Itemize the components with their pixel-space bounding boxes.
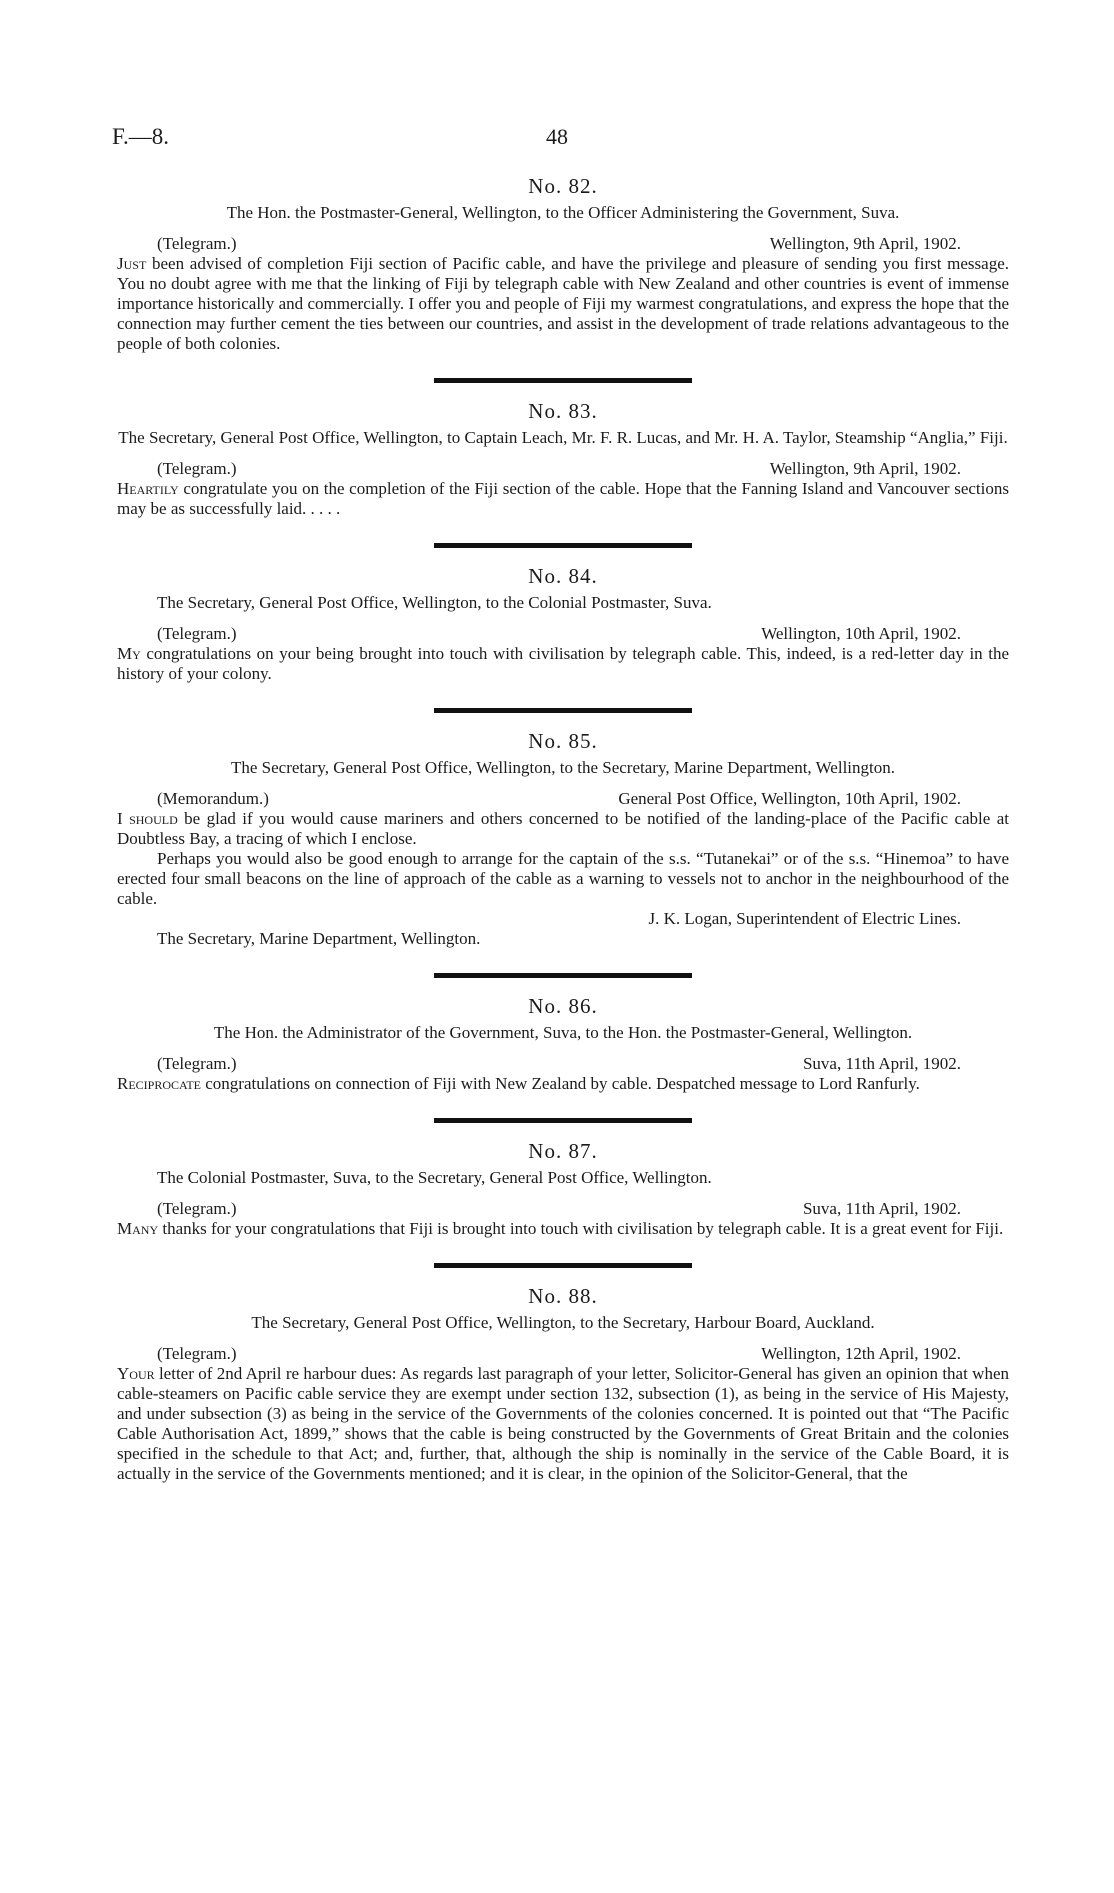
body-text: letter of 2nd April re harbour dues: As regards last paragraph of your letter, Solicitor-General has given an opinion that when cable-steamers on Pacific cable service they are exempt under section 132, subsection (1), as being in the service of His Majesty, and under subsection (3) as being in the service of the Governments of the colonies concerned. It is pointed out that “The Pacific Cable Authorisation Act, 1899,” shows that the cable is being constructed by the Governments of Great Britain and the colonies specified in the schedule to that Act; and, further, that, although the ship is nominally in the service of the Cable Board, it is actually in the service of the Governments mentioned; and it is clear, in the opinion of the Solicitor-General, that the bbox=[117, 1364, 1009, 1483]
place-date: Wellington, 9th April, 1902. bbox=[769, 234, 961, 253]
entry-body bbox=[117, 1219, 1009, 1239]
entry-87 bbox=[117, 1141, 1009, 1239]
body-text: been advised of completion Fiji section of Pacific cable, and have the privilege and pleasure of sending you first message. You no doubt agree with me that the linking of Fiji by telegraph cable with New Zealand and other countries is event of immense importance historically and commercially. I offer you and people of Fiji my warmest congratulations, and express the hope that the connection may further cement the ties between our countries, and assist in the development of trade relations advantageous to the people of both colonies. bbox=[117, 254, 1009, 353]
entry-number: No. 83. bbox=[528, 399, 598, 423]
entry-body bbox=[117, 1364, 1009, 1484]
entry-address: The Hon. the Administrator of the Government, Suva, to the Hon. the Postmaster-General, Wellington. bbox=[213, 1023, 913, 1042]
place-date: Suva, 11th April, 1902. bbox=[802, 1199, 961, 1218]
entry-address: The Secretary, General Post Office, Wellington, to the Colonial Postmaster, Suva. bbox=[157, 593, 712, 612]
document-reference: F.—8. bbox=[112, 124, 169, 149]
document-kind: (Telegram.) bbox=[157, 1344, 237, 1363]
section-divider bbox=[434, 543, 692, 548]
entry-number: No. 87. bbox=[528, 1139, 598, 1163]
section-divider bbox=[434, 1263, 692, 1268]
place-date: General Post Office, Wellington, 10th April, 1902. bbox=[618, 789, 961, 808]
lead-word: I should bbox=[117, 809, 178, 828]
entry-83 bbox=[117, 401, 1009, 519]
place-date: Suva, 11th April, 1902. bbox=[802, 1054, 961, 1073]
recipient-line: The Secretary, Marine Department, Wellington. bbox=[157, 929, 481, 948]
document-kind: (Telegram.) bbox=[157, 234, 237, 253]
document-kind: (Telegram.) bbox=[157, 624, 237, 643]
section-divider bbox=[434, 378, 692, 383]
document-kind: (Telegram.) bbox=[157, 459, 237, 478]
entry-body bbox=[117, 254, 1009, 354]
body-text: congratulations on your being brought into touch with civilisation by telegraph cable. This, indeed, is a red-letter day in the history of your colony. bbox=[117, 644, 1009, 683]
place-date: Wellington, 10th April, 1902. bbox=[761, 624, 961, 643]
dispatch-line bbox=[117, 1344, 1009, 1364]
entry-body bbox=[117, 644, 1009, 684]
dispatch-line bbox=[117, 459, 1009, 479]
signature: J. K. Logan, Superintendent of Electric Lines. bbox=[648, 909, 961, 928]
entry-88 bbox=[117, 1286, 1009, 1484]
lead-word: My bbox=[117, 644, 141, 663]
lead-word: Heartily bbox=[117, 479, 179, 498]
document-kind: (Memorandum.) bbox=[157, 789, 269, 808]
entry-82 bbox=[117, 176, 1009, 354]
document-kind: (Telegram.) bbox=[157, 1054, 237, 1073]
entry-address: The Secretary, General Post Office, Wellington, to Captain Leach, Mr. F. R. Lucas, and Mr. H. A. Taylor, Steamship “Anglia,” Fiji. bbox=[118, 428, 1008, 447]
dispatch-line bbox=[117, 1054, 1009, 1074]
entry-address: The Secretary, General Post Office, Wellington, to the Secretary, Marine Department, Wellington. bbox=[231, 758, 895, 777]
entry-number: No. 84. bbox=[528, 564, 598, 588]
lead-word: Reciprocate bbox=[117, 1074, 202, 1093]
entry-85 bbox=[117, 731, 1009, 949]
section-divider bbox=[434, 1118, 692, 1123]
entry-number: No. 82. bbox=[528, 174, 598, 198]
entry-address: The Colonial Postmaster, Suva, to the Secretary, General Post Office, Wellington. bbox=[157, 1168, 712, 1187]
dispatch-line bbox=[117, 1199, 1009, 1219]
place-date: Wellington, 12th April, 1902. bbox=[761, 1344, 961, 1363]
page-number: 48 bbox=[546, 124, 568, 149]
body-text: thanks for your congratulations that Fiji is brought into touch with civilisation by telegraph cable. It is a great event for Fiji. bbox=[158, 1219, 1004, 1238]
body-text: congratulate you on the completion of the Fiji section of the cable. Hope that the Fanning Island and Vancouver sections may be as successfully laid. . . . . bbox=[117, 479, 1009, 518]
entry-body-continued: Perhaps you would also be good enough to arrange for the captain of the s.s. “Tutanekai” or of the s.s. “Hinemoa” to have erected four small beacons on the line of approach of the cable as a warning to vessels not to anchor in the neighbourhood of the cable. bbox=[117, 849, 1009, 908]
document-kind: (Telegram.) bbox=[157, 1199, 237, 1218]
dispatch-line bbox=[117, 789, 1009, 809]
lead-word: Just bbox=[117, 254, 147, 273]
dispatch-line bbox=[117, 624, 1009, 644]
entry-body bbox=[117, 1074, 1009, 1094]
body-text: be glad if you would cause mariners and others concerned to be notified of the landing-place of the Pacific cable at Doubtless Bay, a tracing of which I enclose. bbox=[117, 809, 1009, 848]
entry-number: No. 85. bbox=[528, 729, 598, 753]
entry-address: The Secretary, General Post Office, Wellington, to the Secretary, Harbour Board, Auckland. bbox=[251, 1313, 875, 1332]
entry-address: The Hon. the Postmaster-General, Wellington, to the Officer Administering the Government, Suva. bbox=[226, 203, 900, 222]
dispatch-line bbox=[117, 234, 1009, 254]
entry-number: No. 88. bbox=[528, 1284, 598, 1308]
entry-84 bbox=[117, 566, 1009, 684]
entry-body bbox=[117, 809, 1009, 849]
document-body bbox=[117, 168, 1009, 1484]
lead-word: Many bbox=[117, 1219, 159, 1238]
body-text: congratulations on connection of Fiji with New Zealand by cable. Despatched message to Lord Ranfurly. bbox=[201, 1074, 920, 1093]
section-divider bbox=[434, 708, 692, 713]
entry-body bbox=[117, 479, 1009, 519]
entry-86 bbox=[117, 996, 1009, 1094]
entry-number: No. 86. bbox=[528, 994, 598, 1018]
lead-word: Your bbox=[117, 1364, 155, 1383]
section-divider bbox=[434, 973, 692, 978]
place-date: Wellington, 9th April, 1902. bbox=[769, 459, 961, 478]
